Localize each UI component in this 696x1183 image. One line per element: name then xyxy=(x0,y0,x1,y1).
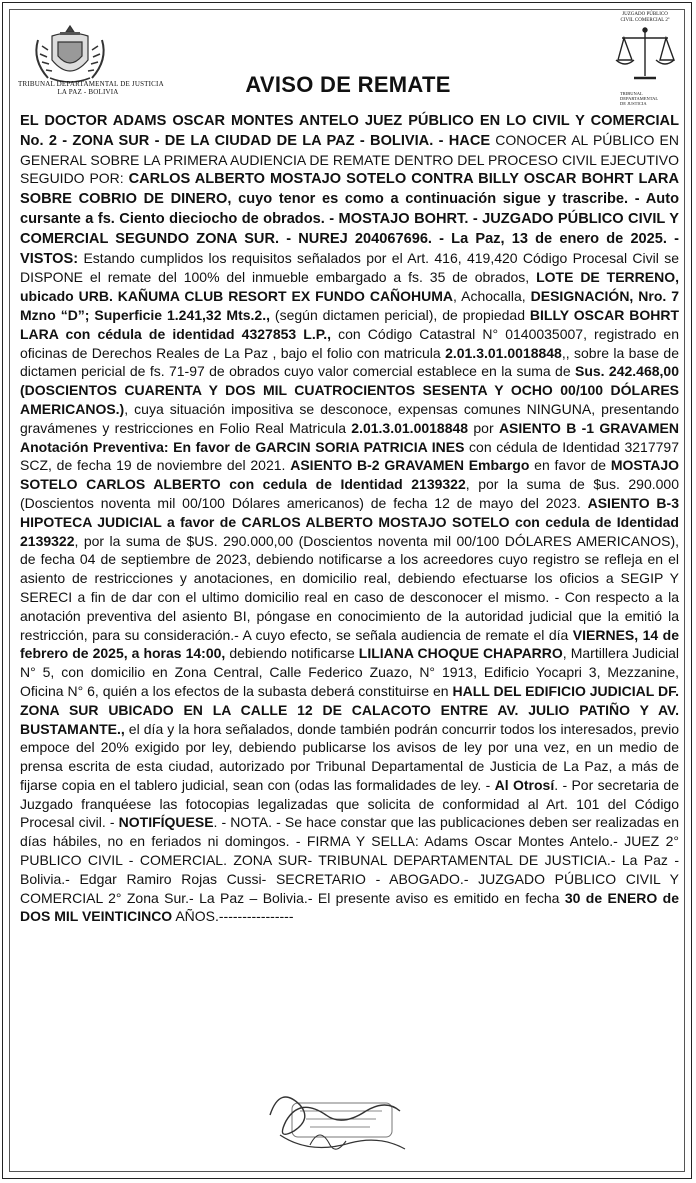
body-text-18: AÑOS.---------------- xyxy=(172,908,294,925)
body-text-14: , Martillera Judicial N° 5, con domicilio en Zona Central, Calle Federico Zuazo, N° 1913, Edificio Yocapri 3, Mezzanine, Oficina N° 6, quién a los efectos de la subasta deberá constituirse en xyxy=(20,645,679,699)
court-name-line-2: LA PAZ - BOLIVIA xyxy=(57,88,119,96)
signature-stamp-icon xyxy=(250,1085,430,1165)
body-text-2: Estando cumplidos los requisitos señalados por el Art. 416, 419,420 Código Procesal Civil se DISPONE el remate del 100% del inmueble embargado a fs. 35 de obrados, xyxy=(20,249,679,286)
body-text-16: . - Por secretaria de Juzgado franquéese las fotocopias legalizadas que solicita de conformidad al Art. 101 del Código Procesal civil. - xyxy=(20,776,679,831)
auction-date: VIERNES, 14 de febrero de 2025, a horas 14:00, xyxy=(20,626,679,662)
property-description: LOTE DE TERRENO, ubicado URB. KAÑUMA CLUB RESORT EX FUNDO CAÑOHUMA xyxy=(20,269,679,305)
notice-body xyxy=(20,111,679,926)
body-text-10: en favor de xyxy=(529,457,611,474)
court-name-line-1: TRIBUNAL DEPARTAMENTAL DE JUSTICIA xyxy=(18,80,164,88)
registry-matricula-1: 2.01.3.01.0018848 xyxy=(445,344,562,361)
body-text-6: ,, sobre la base de dictamen pericial de fs. 71-97 de obrados cuyo valor comercial establece en la suma de xyxy=(20,344,679,380)
lien-b2: ASIENTO B-2 GRAVAMEN Embargo xyxy=(290,457,530,474)
body-text-4: (según dictamen pericial), de propiedad xyxy=(270,306,530,323)
property-owner: BILLY OSCAR BOHRT LARA con cédula de identidad 4327853 L.P., xyxy=(20,306,680,342)
body-text-13: debiendo notificarse xyxy=(225,645,359,662)
body-text-5: con Código Catastral N° 0140035007, registrado en oficinas de Derechos Reales de La Paz , bajo el folio con matricula xyxy=(20,325,679,361)
body-text-3: , Achocalla, xyxy=(453,288,531,305)
body-text-11: , por la suma de $us. 290.000 (Doscientos noventa mil 00/100 Dólares americanos) de fecha 12 de mayo del 2023. xyxy=(20,476,680,511)
notice-title: AVISO DE REMATE xyxy=(245,72,451,97)
right-seal-caption: JUZGADO PÚBLICO CIVIL COMERCIAL 2º xyxy=(620,12,670,23)
notifiquese-label: NOTIFÍQUESE xyxy=(118,814,214,831)
body-text-1: CONOCER AL PÚBLICO EN GENERAL SOBRE LA PRIMERA AUDIENCIA DE REMATE DENTRO DEL PROCESO CIVIL EJECUTIVO SEGUIDO POR: xyxy=(20,131,679,187)
court-seal-right xyxy=(614,12,676,104)
registry-matricula-2: 2.01.3.01.0018848 xyxy=(351,419,469,436)
body-text-9: con cédula de Identidad 3217797 SCZ, de fecha 19 de noviembre del 2021. xyxy=(20,438,679,474)
parties: CARLOS ALBERTO MOSTAJO SOTELO CONTRA BILLY OSCAR BOHRT LARA SOBRE COBRIO DE DINERO, cuyo tenor es como a continuación sigue y trascribe. - Auto cursante a fs. Ciento dieciocho de obrados. - MOSTAJO BOHRT. - JUZGADO PÚBLICO CIVIL Y COMERCIAL SEGUNDO ZONA SUR. - NUREJ 204067696. - La Paz, 13 de enero de 2025. - VISTOS: xyxy=(20,171,679,267)
right-seal-footer: TRIBUNAL DEPARTAMENTAL DE JUSTICIA xyxy=(620,91,659,106)
body-text-12: , por la suma de $US. 290.000,00 (Doscientos noventa mil 00/100 DÓLARES AMERICANOS), de fecha 04 de septiembre de 2023, debiendo notificarse a los acreedores cuyo registro se refleja en el asiento de restricciones y anotaciones, en domicilio real, debiendo efectuarse los oficios a SEGIP Y SERECI a fin de dar con el ultimo domicilio real en caso de desconocer el mismo. - Con respecto a la anotación preventiva del asiento BI, póngase en conocimiento de la autoridad judicial que la emitió la restricción, para su consideración.- A cuyo efecto, se señala audiencia de remate el día xyxy=(20,532,679,643)
body-text-17: . - NOTA. - Se hace constar que las publicaciones deben ser realizadas en días hábiles, no en feriados ni domingos. - FIRMA Y SELLA: Adams Oscar Montes Antelo.- JUEZ 2° PUBLICO CIVIL - COMERCIAL. ZONA SUR- TRIBUNAL DEPARTAMENTAL DE JUSTICIA.- La Paz - Bolivia.- Edgar Ramiro Rojas Cussi- SECRETARIO - ABOGADO.- JUZGADO PÚBLICO CIVIL Y COMERCIAL 2° Zona Sur.- La Paz – Bolivia.- El presente aviso es emitido en fecha xyxy=(20,814,679,906)
auctioneer-name: LILIANA CHOQUE CHAPARRO xyxy=(358,645,563,662)
issue-date: 30 de ENERO de DOS MIL VEINTICINCO xyxy=(20,889,680,925)
appraisal-value: Sus. 242.468,00 (DOSCIENTOS CUARENTA Y DOS MIL CUATROCIENTOS SESENTA Y OCHO 00/100 DÓLARES AMERICANOS.) xyxy=(20,363,679,417)
body-text-8: por xyxy=(468,419,499,436)
body-text-15: el día y la hora señalados, donde también podrán concurrir todos los interesados, previo empoce del 20% exigido por ley, debiendo publicarse los avisos de ley por una vez, en un medio de prensa escrita de esta ciudad, autorizado por Tribunal Departamental de Justicia de La Paz, a más de fijarse copia en el tablero judicial, sean con (odas las formalidades de ley. - xyxy=(20,720,679,793)
scales-of-justice-icon xyxy=(614,24,676,86)
otrosi-label: Al Otrosí xyxy=(494,776,555,793)
opening-statement: EL DOCTOR ADAMS OSCAR MONTES ANTELO JUEZ PÚBLICO EN LO CIVIL Y COMERCIAL No. 2 - ZONA SUR - DE LA CIUDAD DE LA PAZ - BOLIVIA. - HACE xyxy=(20,113,679,149)
lien-b2-creditor: MOSTAJO SOTELO CARLOS ALBERTO con cedula de Identidad 2139322 xyxy=(20,457,680,493)
property-designation: DESIGNACIÓN, Nro. 7 Mzno “D”; Superficie 1.241,32 Mts.2., xyxy=(20,288,679,323)
lien-b3: ASIENTO B-3 HIPOTECA JUDICIAL a favor de CARLOS ALBERTO MOSTAJO SOTELO con cedula de Identidad 2139322 xyxy=(20,494,679,549)
auction-location: HALL DEL EDIFICIO JUDICIAL DF. ZONA SUR UBICADO EN LA CALLE 12 DE CALACOTO ENTRE AV. JULIO PATIÑO Y AV. BUSTAMANTE., xyxy=(20,682,679,737)
lien-b1: ASIENTO B -1 GRAVAMEN Anotación Preventiva: En favor de GARCIN SORIA PATRICIA INES xyxy=(20,419,679,455)
body-text-7: , cuya situación impositiva se desconoce, expensas comunes NINGUNA, presentando gravámenes y restricciones en Folio Real Matricula xyxy=(20,400,679,436)
